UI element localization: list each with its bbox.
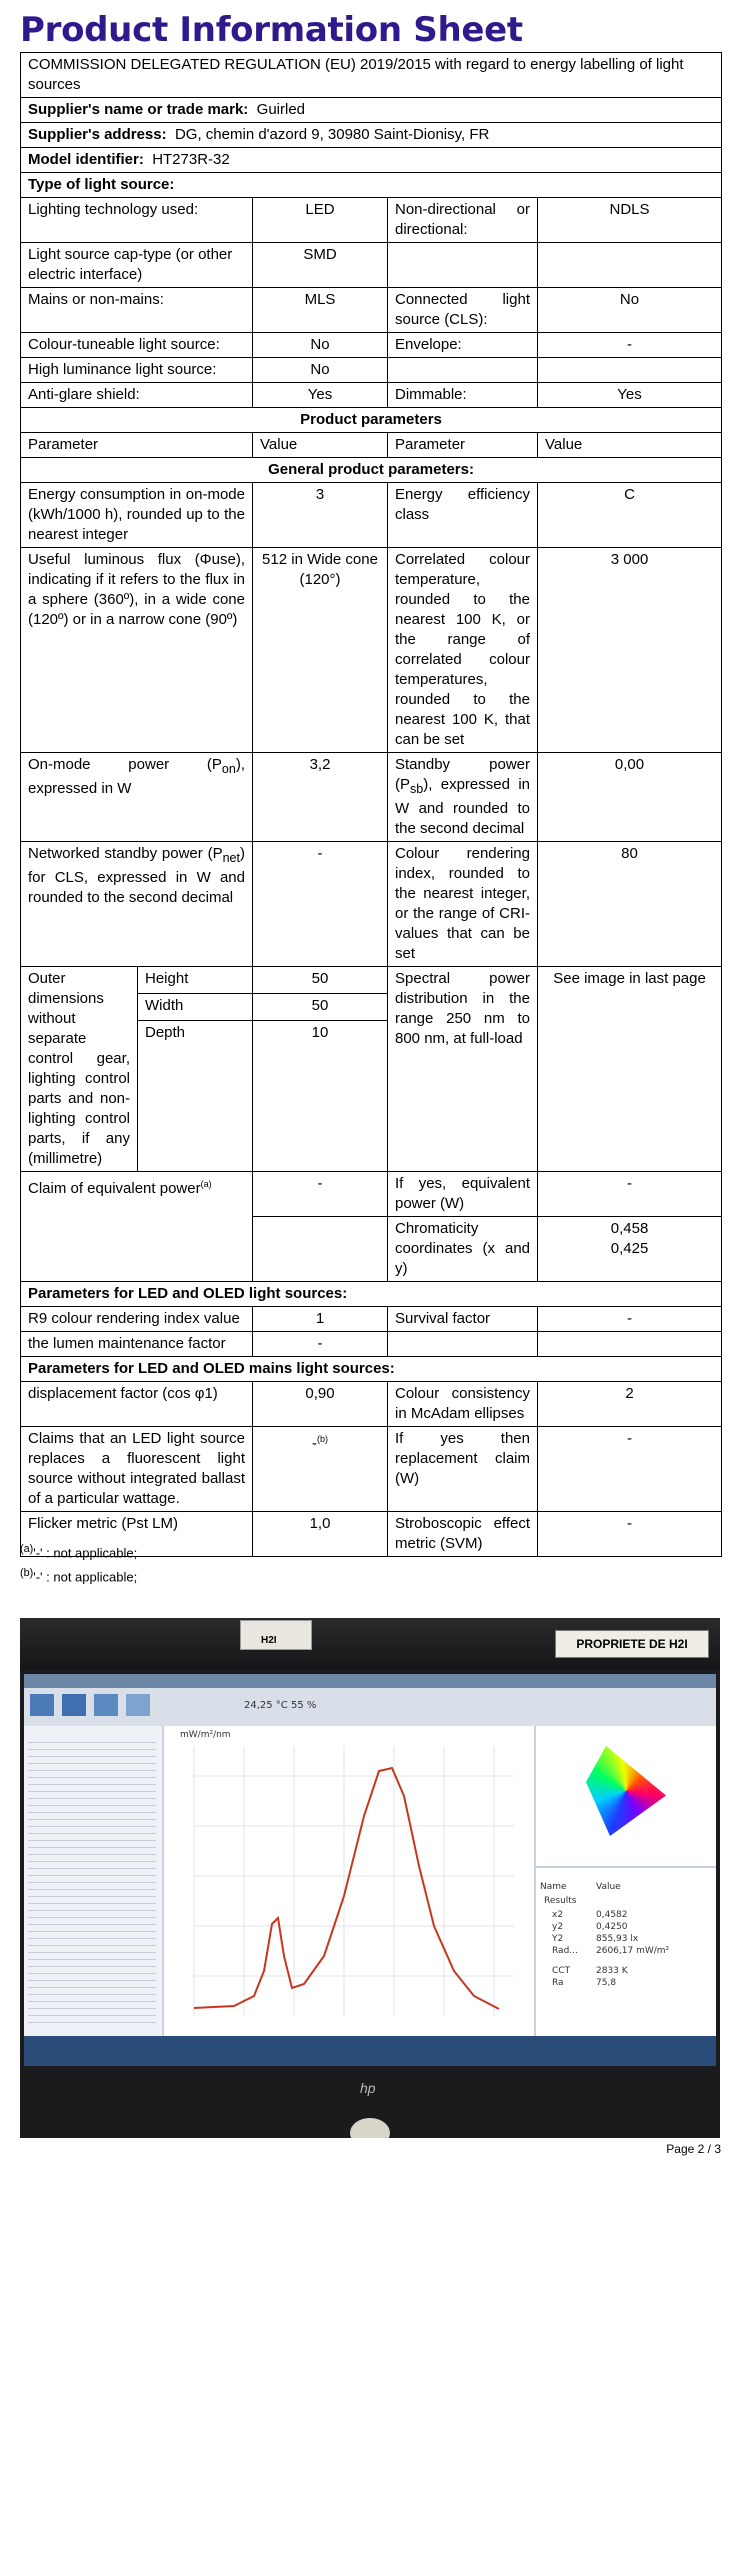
type-label: Non-directional or directional: bbox=[388, 198, 538, 243]
param-value: 2 bbox=[538, 1382, 722, 1427]
result-value: 2833 K bbox=[596, 1966, 628, 1976]
toolbar-icon bbox=[62, 1694, 86, 1716]
param-row bbox=[21, 967, 722, 994]
param-label: Chromaticity coordinates (x and y) bbox=[388, 1217, 538, 1282]
screen-results-panel bbox=[536, 1868, 716, 2036]
result-name: CCT bbox=[552, 1966, 571, 1976]
toolbar-icon bbox=[94, 1694, 118, 1716]
param-row bbox=[21, 483, 722, 548]
type-label: Connected light source (CLS): bbox=[388, 288, 538, 333]
param-label: Stroboscopic effect metric (SVM) bbox=[388, 1512, 538, 1557]
param-value: 0,90 bbox=[253, 1382, 388, 1427]
param-value: - bbox=[253, 1172, 388, 1217]
result-value: 855,93 lx bbox=[596, 1934, 639, 1944]
model-label: Model identifier: bbox=[28, 151, 144, 168]
param-value: - bbox=[253, 842, 388, 967]
empty-cell bbox=[538, 1332, 722, 1357]
type-label: Dimmable: bbox=[388, 383, 538, 408]
spectrum-photo bbox=[20, 1618, 720, 2138]
param-label: R9 colour rendering index value bbox=[21, 1307, 253, 1332]
column-header: Value bbox=[538, 433, 722, 458]
column-header-row bbox=[21, 433, 722, 458]
param-value: See image in last page bbox=[538, 967, 722, 1172]
param-value: 3 000 bbox=[538, 548, 722, 753]
supplier-name-row bbox=[21, 98, 722, 123]
screen-tree-panel bbox=[24, 1726, 162, 2036]
temperature-readout: 24,25 °C 55 % bbox=[244, 1700, 317, 1711]
type-row bbox=[21, 358, 722, 383]
param-value: 0,00 bbox=[538, 753, 722, 842]
result-name: y2 bbox=[552, 1922, 564, 1932]
results-header-name: Name bbox=[540, 1882, 567, 1892]
model-value: HT273R-32 bbox=[152, 151, 230, 168]
h2i-sticker: H2I bbox=[240, 1620, 312, 1650]
results-header-value: Value bbox=[596, 1882, 621, 1892]
param-row bbox=[21, 1172, 722, 1217]
cie-diagram bbox=[586, 1746, 666, 1836]
type-label: Light source cap-type (or other electric interface) bbox=[21, 243, 253, 288]
product-params-heading: Product parameters bbox=[21, 408, 722, 433]
result-name: Ra bbox=[552, 1978, 564, 1988]
type-value: No bbox=[253, 333, 388, 358]
info-sheet bbox=[20, 8, 721, 1557]
supplier-address-value: DG, chemin d'azord 9, 30980 Saint-Dionisy, FR bbox=[174, 126, 490, 143]
dimension-value: 50 bbox=[253, 967, 388, 994]
results-title: Results bbox=[544, 1896, 577, 1906]
type-value: NDLS bbox=[538, 198, 722, 243]
param-label: Outer dimensions without separate control gear, lighting control parts and non-lighting control parts, if any (millimetre) bbox=[21, 967, 138, 1172]
result-name: Y2 bbox=[552, 1934, 564, 1944]
dimension-label: Height bbox=[138, 967, 253, 994]
toolbar-icon bbox=[126, 1694, 150, 1716]
dimension-value: 50 bbox=[253, 994, 388, 1021]
screen-toolbar bbox=[24, 1688, 716, 1726]
param-value: - bbox=[538, 1427, 722, 1512]
type-row bbox=[21, 243, 722, 288]
param-label: displacement factor (cos φ1) bbox=[21, 1382, 253, 1427]
type-label: Envelope: bbox=[388, 333, 538, 358]
photo-object bbox=[350, 2118, 390, 2138]
page-title: Product Information Sheet bbox=[20, 10, 523, 50]
page-number: Page 2 / 3 bbox=[666, 2142, 721, 2156]
chromaticity-y: 0,425 bbox=[610, 1240, 649, 1257]
param-value: 3 bbox=[253, 483, 388, 548]
regulation-text: COMMISSION DELEGATED REGULATION (EU) 2019/2015 with regard to energy labelling of light sources bbox=[21, 53, 722, 98]
param-value: 80 bbox=[538, 842, 722, 967]
param-label: On-mode power $(P_{on})$, expressed in W bbox=[21, 753, 253, 842]
param-value: 1,0 bbox=[253, 1512, 388, 1557]
param-label: Colour rendering index, rounded to the nearest integer, or the range of CRI-values that can be set bbox=[388, 842, 538, 967]
spectrum-svg bbox=[164, 1726, 534, 2036]
type-value: No bbox=[538, 288, 722, 333]
param-label: Flicker metric (Pst LM) bbox=[21, 1512, 253, 1557]
param-row bbox=[21, 1307, 722, 1332]
param-label: Energy consumption in on-mode (kWh/1000 h), rounded up to the nearest integer bbox=[21, 483, 253, 548]
param-label: Claims that an LED light source replaces a fluorescent light source without integrated ballast of a particular wattage. bbox=[21, 1427, 253, 1512]
param-label: Useful luminous flux (Φuse), indicating if it refers to the flux in a sphere (360º), in a wide cone (120º) or in a narrow cone (90º) bbox=[21, 548, 253, 753]
laptop-screen bbox=[24, 1674, 716, 2066]
result-value: 0,4582 bbox=[596, 1910, 628, 1920]
type-label: Lighting technology used: bbox=[21, 198, 253, 243]
param-value: - bbox=[253, 1332, 388, 1357]
dimension-label: Depth bbox=[138, 1021, 253, 1172]
supplier-address-row bbox=[21, 123, 722, 148]
footnote-a: $^{(a)}$'-' : not applicable; bbox=[20, 1543, 138, 1561]
param-value: 1 bbox=[253, 1307, 388, 1332]
result-value: 75,8 bbox=[596, 1978, 617, 1988]
type-value: Yes bbox=[253, 383, 388, 408]
param-label: Claim of equivalent power$^{(a)}$ bbox=[21, 1172, 253, 1282]
type-value bbox=[538, 243, 722, 288]
param-value: 512 in Wide cone (120°) bbox=[253, 548, 388, 753]
result-name: x2 bbox=[552, 1910, 564, 1920]
param-value: 3,2 bbox=[253, 753, 388, 842]
param-row bbox=[21, 548, 722, 753]
param-label: Colour consistency in McAdam ellipses bbox=[388, 1382, 538, 1427]
column-header: Parameter bbox=[21, 433, 253, 458]
tree-rows bbox=[28, 1736, 156, 2026]
spectrum-curve bbox=[194, 1768, 499, 2009]
screen-titlebar bbox=[24, 1674, 716, 1688]
supplier-address-label: Supplier's address: bbox=[28, 126, 167, 143]
param-label: If yes, equivalent power (W) bbox=[388, 1172, 538, 1217]
param-label: the lumen maintenance factor bbox=[21, 1332, 253, 1357]
toolbar-icon bbox=[30, 1694, 54, 1716]
type-row bbox=[21, 198, 722, 243]
type-label: Colour-tuneable light source: bbox=[21, 333, 253, 358]
type-value: MLS bbox=[253, 288, 388, 333]
param-label: If yes then replacement claim (W) bbox=[388, 1427, 538, 1512]
param-label: Networked standby power $(P_{net})$ for CLS, expressed in W and rounded to the second decimal bbox=[21, 842, 253, 967]
empty-cell bbox=[388, 1332, 538, 1357]
general-heading: General product parameters: bbox=[21, 458, 722, 483]
param-value: - bbox=[538, 1307, 722, 1332]
model-row bbox=[21, 148, 722, 173]
supplier-name-label: Supplier's name or trade mark: bbox=[28, 101, 249, 118]
type-value: - bbox=[538, 333, 722, 358]
dimension-value: 10 bbox=[253, 1021, 388, 1172]
type-value: No bbox=[253, 358, 388, 383]
dimension-label: Width bbox=[138, 994, 253, 1021]
type-row bbox=[21, 383, 722, 408]
result-name: Rad... bbox=[552, 1946, 578, 1956]
param-row bbox=[21, 842, 722, 967]
param-label: Correlated colour temperature, rounded to the nearest 100 K, or the range of correlated colour temperatures, rounded to the nearest 100 K, that can be set bbox=[388, 548, 538, 753]
chromaticity-x: 0,458 bbox=[610, 1220, 649, 1237]
type-label: High luminance light source: bbox=[21, 358, 253, 383]
mains-heading: Parameters for LED and OLED mains light sources: bbox=[21, 1357, 722, 1382]
param-row bbox=[21, 1427, 722, 1512]
type-value: Yes bbox=[538, 383, 722, 408]
hp-logo: hp bbox=[360, 2080, 376, 2096]
param-value: -$^{(b)}$ bbox=[253, 1427, 388, 1512]
param-label: Energy efficiency class bbox=[388, 483, 538, 548]
param-value: - bbox=[538, 1512, 722, 1557]
column-header: Value bbox=[253, 433, 388, 458]
property-sign: PROPRIETE DE H2I bbox=[555, 1630, 709, 1658]
supplier-name-value: Guirled bbox=[256, 101, 306, 118]
type-label bbox=[388, 243, 538, 288]
type-value bbox=[538, 358, 722, 383]
type-value: SMD bbox=[253, 243, 388, 288]
param-row bbox=[21, 1332, 722, 1357]
param-row bbox=[21, 753, 722, 842]
footnote-b: $^{(b)}$'-' : not applicable; bbox=[20, 1567, 138, 1585]
type-label bbox=[388, 358, 538, 383]
param-value: C bbox=[538, 483, 722, 548]
type-label: Anti-glare shield: bbox=[21, 383, 253, 408]
result-value: 0,4250 bbox=[596, 1922, 628, 1932]
info-table bbox=[20, 52, 722, 1557]
param-value: - bbox=[538, 1172, 722, 1217]
screen-cie-panel bbox=[536, 1726, 716, 1866]
param-label: Survival factor bbox=[388, 1307, 538, 1332]
param-value bbox=[538, 1217, 722, 1282]
result-value: 2606,17 mW/m² bbox=[596, 1946, 670, 1956]
chart-ylabel: mW/m²/nm bbox=[180, 1730, 231, 1740]
screen-chart-area bbox=[164, 1726, 534, 2036]
param-label: Spectral power distribution in the range 250 nm to 800 nm, at full-load bbox=[388, 967, 538, 1172]
type-row bbox=[21, 288, 722, 333]
empty-cell bbox=[253, 1217, 388, 1282]
type-heading: Type of light source: bbox=[21, 173, 722, 198]
type-row bbox=[21, 333, 722, 358]
type-value: LED bbox=[253, 198, 388, 243]
screen-taskbar bbox=[24, 2036, 716, 2066]
param-row bbox=[21, 1382, 722, 1427]
column-header: Parameter bbox=[388, 433, 538, 458]
led-heading: Parameters for LED and OLED light sources: bbox=[21, 1282, 722, 1307]
type-label: Mains or non-mains: bbox=[21, 288, 253, 333]
param-label: Standby power $(P_{sb})$, expressed in W and rounded to the second decimal bbox=[388, 753, 538, 842]
